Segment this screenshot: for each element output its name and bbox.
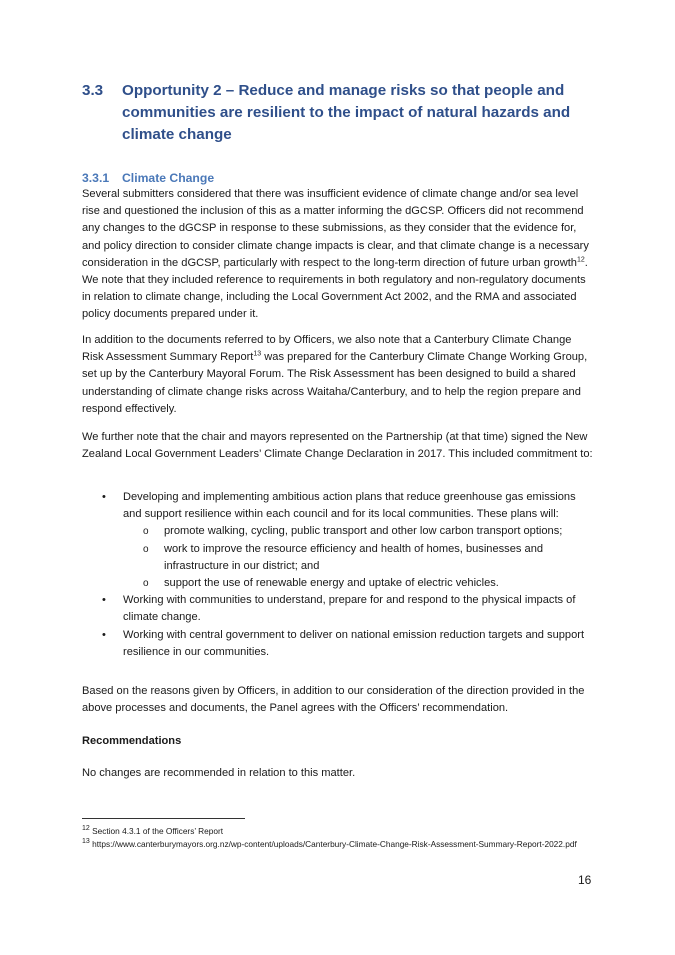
- section-title: Opportunity 2 – Reduce and manage risks so that people and communities are resilient to the impact of natural hazards and climate change: [122, 82, 571, 143]
- bullet-icon: •: [102, 594, 106, 607]
- circle-bullet-icon: o: [143, 578, 149, 590]
- footnote-13: [82, 838, 592, 851]
- paragraph-1-text-a: Several submitters considered that there was insufficient evidence of climate change and/or sea level rise and questioned the inclusion of this as a matter informing the dGCSP. Officers did not recommend any changes to the dGCSP in response to these submissions, as they consider that the evidence for, and policy direction to consider climate change impacts is clear, and that climate change is a necessary consideration in the dGCSP, particularly with respect to the long-term direction of future urban growth: [82, 188, 589, 269]
- section-heading: [82, 80, 602, 146]
- paragraph-4-text: Based on the reasons given by Officers, in addition to our consideration of the direction provided in the above processes and documents, the Panel agrees with the Officers’ recommendation.: [82, 685, 585, 715]
- list-item: [82, 592, 594, 626]
- paragraph-2-text-a: In addition to the documents referred to by Officers, we also note that a Canterbury Climate Change Risk Assessment Summary Report: [82, 334, 572, 364]
- footnote-ref-12[interactable]: 12: [576, 256, 585, 264]
- section-number: 3.3: [82, 82, 104, 99]
- sub-list-item-text: support the use of renewable energy and uptake of electric vehicles.: [164, 577, 499, 590]
- paragraph-1-text-b: . We note that they included reference to requirements in both regulatory and non-regulatory documents in relation to climate change, including the Local Government Act 2002, and the RMA and associated policy documents prepared under it.: [82, 256, 588, 321]
- footnote-ref-13[interactable]: 13: [253, 350, 262, 358]
- list-item-text: Working with communities to understand, prepare for and respond to the physical impacts of climate change.: [123, 594, 576, 624]
- list-item: [82, 489, 594, 592]
- recommendations-heading: Recommendations: [82, 735, 182, 747]
- footnote-divider: [82, 818, 245, 819]
- footnote-number: 12: [82, 825, 90, 833]
- footnote-link[interactable]: https://www.canterburymayors.org.nz/wp-content/uploads/Canterbury-Climate-Change-Risk-Assessment-Summary-Report-2022.pdf: [92, 839, 577, 849]
- bullet-icon: •: [102, 491, 106, 503]
- footnote-text: Section 4.3.1 of the Officers’ Report: [92, 826, 224, 836]
- footnote-12: [82, 825, 592, 838]
- sub-list-item-text: work to improve the resource efficiency and health of homes, businesses and infrastructure in our district; and: [164, 542, 544, 572]
- list-item-text: Working with central government to deliver on national emission reduction targets and support resilience in our communities.: [123, 628, 585, 658]
- recommendations-text: No changes are recommended in relation to this matter.: [82, 767, 356, 779]
- paragraph-1: [82, 186, 594, 324]
- paragraph-3: [82, 429, 594, 463]
- list-item-text: Developing and implementing ambitious action plans that reduce greenhouse gas emissions and support resilience within each council and for its local communities. These plans will:: [123, 491, 576, 521]
- commitment-list: [82, 489, 594, 661]
- circle-bullet-icon: o: [143, 543, 149, 555]
- sub-list-item: [123, 523, 594, 540]
- bullet-icon: •: [102, 628, 106, 641]
- sub-list-item-text: promote walking, cycling, public transport and other low carbon transport options;: [164, 525, 563, 538]
- paragraph-3-text: We further note that the chair and mayors represented on the Partnership (at that time) signed the New Zealand Local Government Leaders’ Climate Change Declaration in 2017. This included commitment to:: [82, 431, 593, 461]
- subsection-heading: [82, 170, 214, 186]
- paragraph-2: [82, 332, 594, 418]
- page-number: 16: [578, 873, 592, 887]
- subsection-number: 3.3.1: [82, 171, 110, 185]
- footnote-number: 13: [82, 838, 90, 846]
- sub-list: [123, 523, 594, 592]
- list-item: [82, 627, 594, 661]
- subsection-title: Climate Change: [122, 171, 215, 185]
- paragraph-2-text-b: was prepared for the Canterbury Climate Change Working Group, set up by the Canterbury Mayoral Forum. The Risk Assessment has been designed to build a shared understanding of climate change risks across Waitaha/Canterbury, and to help the region prepare and respond effectively.: [82, 351, 588, 415]
- sub-list-item: [123, 575, 594, 592]
- sub-list-item: [123, 541, 594, 575]
- circle-bullet-icon: o: [143, 526, 149, 538]
- paragraph-4: [82, 683, 594, 717]
